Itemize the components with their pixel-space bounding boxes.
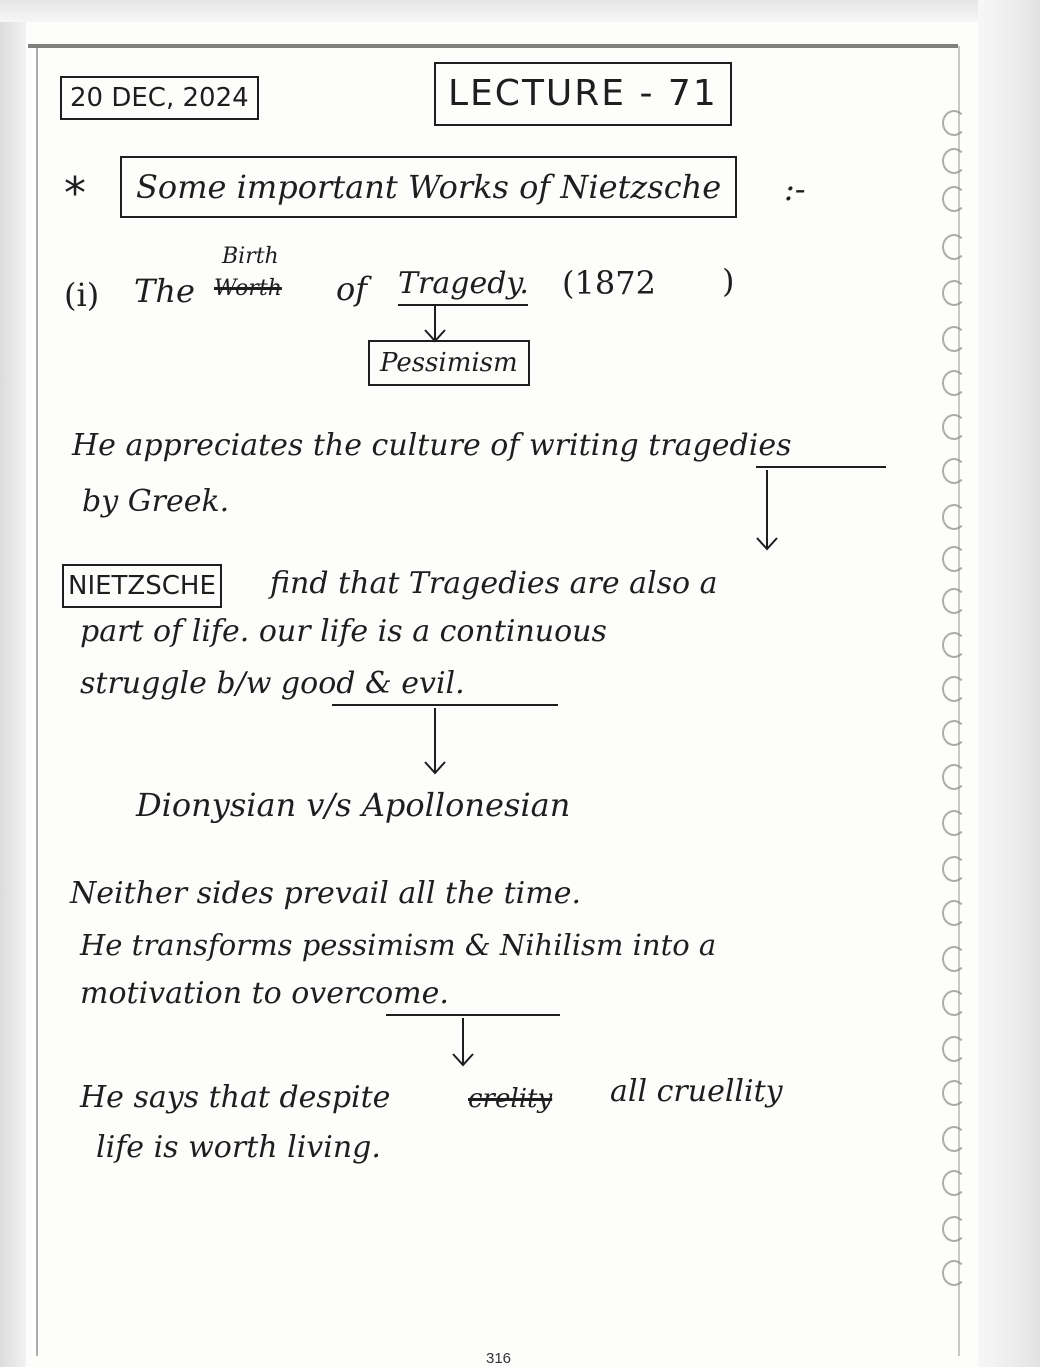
arrow-down-icon <box>752 468 782 552</box>
work-year: (1872 <box>562 264 656 302</box>
note-line-1: He appreciates the culture of writing tragedies <box>72 428 792 463</box>
binding-ring <box>942 280 966 306</box>
binding-ring <box>942 946 966 972</box>
binding-ring <box>942 632 966 658</box>
note-line-8: motivation to overcome. <box>80 976 449 1011</box>
theme-pessimism: Pessimism <box>368 340 530 386</box>
work-title-the: The <box>134 272 195 310</box>
page-number: 316 <box>486 1350 512 1367</box>
page-border-top <box>28 44 958 48</box>
binding-ring <box>942 1080 966 1106</box>
binding-ring <box>942 1126 966 1152</box>
bullet-asterisk: * <box>64 168 86 219</box>
binding-ring <box>942 370 966 396</box>
binding-ring <box>942 504 966 530</box>
binding-ring <box>942 110 966 136</box>
note-line-7: He transforms pessimism & Nihilism into a <box>80 928 717 962</box>
arrow-down-icon <box>448 1016 478 1068</box>
binding-ring <box>942 1036 966 1062</box>
binding-ring <box>942 458 966 484</box>
struck-word-crelity: crelity <box>468 1084 553 1114</box>
binding-ring <box>942 990 966 1016</box>
lecture-date: 20 DEC, 2024 <box>60 76 259 120</box>
heading-colon-dash: :- <box>784 170 806 208</box>
note-line-10: life is worth living. <box>96 1130 381 1165</box>
work-year-close: ) <box>722 262 735 300</box>
scan-edge-top <box>0 0 1040 22</box>
arrow-down-icon <box>420 302 450 344</box>
correction-birth: Birth <box>222 244 279 269</box>
binding-ring <box>942 234 966 260</box>
arrow-down-icon <box>420 706 450 776</box>
scan-edge-left <box>0 22 26 1367</box>
struck-word: Worth <box>214 276 282 301</box>
dionysian-vs-apollonesian: Dionysian v/s Apollonesian <box>136 786 571 824</box>
spiral-binding <box>938 100 968 1320</box>
note-line-9-end: all cruellity <box>610 1074 783 1109</box>
underline-tragedy <box>398 304 528 306</box>
note-line-9-start: He says that despite <box>80 1080 391 1115</box>
note-line-4: part of life. our life is a continuous <box>80 614 607 649</box>
note-line-3: find that Tragedies are also a <box>270 566 718 601</box>
scan-edge-right <box>978 0 1040 1367</box>
binding-ring <box>942 148 966 174</box>
work-title-tragedy: Tragedy. <box>398 266 529 301</box>
binding-ring <box>942 588 966 614</box>
note-line-5: struggle b/w good & evil. <box>80 666 465 701</box>
section-heading: Some important Works of Nietzsche <box>120 156 737 218</box>
binding-ring <box>942 764 966 790</box>
binding-ring <box>942 414 966 440</box>
work-title-of: of <box>336 270 368 308</box>
lecture-title: LECTURE - 71 <box>434 62 732 126</box>
binding-ring <box>942 326 966 352</box>
page-border-left <box>36 46 38 1356</box>
binding-ring <box>942 676 966 702</box>
binding-ring <box>942 1260 966 1286</box>
binding-ring <box>942 546 966 572</box>
note-line-2: by Greek. <box>82 484 230 519</box>
binding-ring <box>942 810 966 836</box>
binding-ring <box>942 900 966 926</box>
item-number: (i) <box>64 276 100 314</box>
nietzsche-label: NIETZSCHE <box>62 564 222 608</box>
binding-ring <box>942 1170 966 1196</box>
binding-ring <box>942 856 966 882</box>
binding-ring <box>942 1216 966 1242</box>
note-line-6: Neither sides prevail all the time. <box>70 876 582 911</box>
binding-ring <box>942 186 966 212</box>
binding-ring <box>942 720 966 746</box>
